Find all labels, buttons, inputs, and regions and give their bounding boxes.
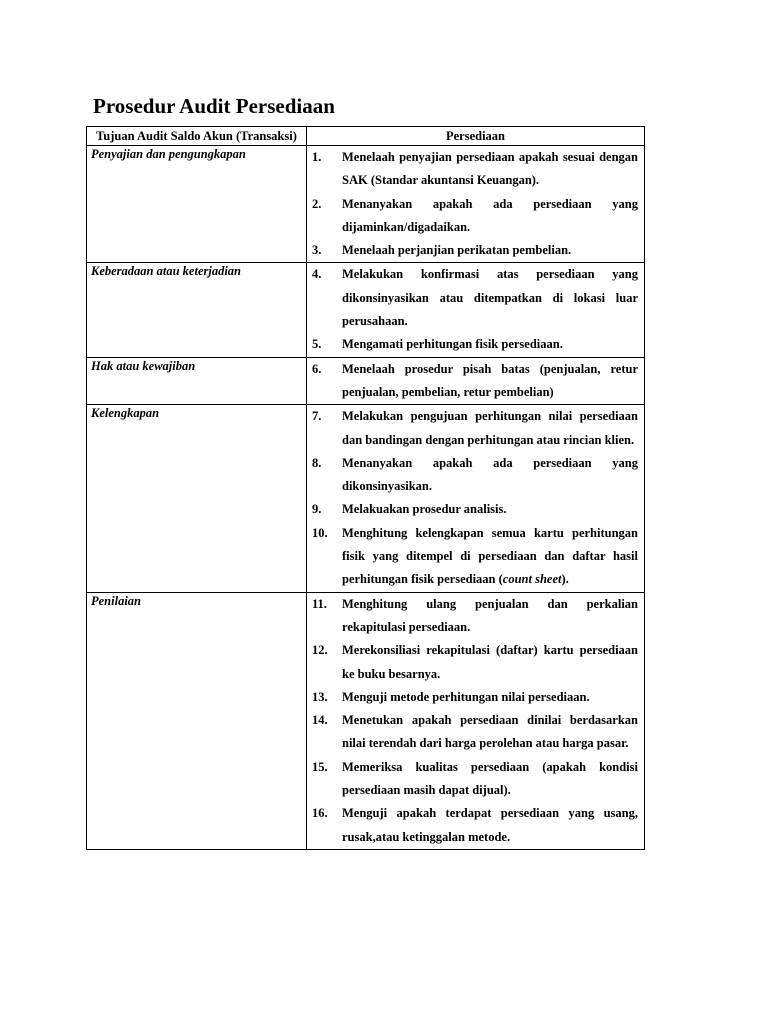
table-header-row bbox=[87, 127, 645, 146]
list-item bbox=[312, 405, 638, 452]
list-item bbox=[312, 802, 638, 849]
header-objective: Tujuan Audit Saldo Akun (Transaksi) bbox=[87, 127, 307, 146]
procedure-list bbox=[312, 593, 638, 849]
list-item bbox=[312, 193, 638, 240]
procedure-cell bbox=[307, 263, 645, 357]
list-item bbox=[312, 639, 638, 686]
objective-cell: Penyajian dan pengungkapan bbox=[87, 146, 307, 263]
item-number: 4. bbox=[312, 267, 322, 282]
list-item bbox=[312, 263, 638, 333]
procedure-cell bbox=[307, 146, 645, 263]
item-number: 5. bbox=[312, 337, 322, 352]
item-number: 8. bbox=[312, 455, 322, 470]
item-text: Menelaah prosedur pisah batas (penjualan, retur penjualan, pembelian, retur pembelian) bbox=[342, 361, 638, 399]
item-number: 16. bbox=[312, 806, 328, 821]
item-text: Melakukan pengujuan perhitungan nilai persediaan dan bandingan dengan perhitungan atau rincian klien. bbox=[342, 409, 638, 447]
item-number: 11. bbox=[312, 596, 327, 611]
objective-cell: Keberadaan atau keterjadian bbox=[87, 263, 307, 357]
item-text: Menghitung ulang penjualan dan perkalian rekapitulasi persediaan. bbox=[342, 596, 638, 634]
item-number: 12. bbox=[312, 643, 328, 658]
item-number: 14. bbox=[312, 713, 328, 728]
procedure-list bbox=[312, 405, 638, 591]
table-row bbox=[87, 592, 645, 849]
item-number: 1. bbox=[312, 150, 322, 164]
item-number: 13. bbox=[312, 689, 328, 704]
list-item bbox=[312, 452, 638, 499]
item-text: Menanyakan apakah ada persediaan yang dijaminkan/digadaikan. bbox=[342, 196, 638, 234]
item-text-tail: ). bbox=[561, 572, 569, 587]
list-item bbox=[312, 756, 638, 803]
table-row bbox=[87, 405, 645, 592]
table-row bbox=[87, 357, 645, 405]
item-text: Memeriksa kualitas persediaan (apakah kondisi persediaan masih dapat dijual). bbox=[342, 759, 638, 798]
procedure-list bbox=[312, 263, 638, 356]
document-title: Prosedur Audit Persediaan bbox=[93, 94, 335, 118]
item-text-main: Menghitung kelengkapan semua kartu perhitungan fisik yang ditempel di persediaan dan daftar hasil perhitungan fisik persediaan ( bbox=[342, 525, 638, 587]
item-text: Melakukan konfirmasi atas persediaan yang dikonsinyasikan atau ditempatkan di lokasi luar perusahaan. bbox=[342, 267, 638, 329]
item-text: Menelaah penyajian persediaan apakah sesuai dengan SAK (Standar akuntansi Keuangan). bbox=[342, 150, 638, 188]
item-number: 3. bbox=[312, 243, 322, 258]
procedure-list bbox=[312, 146, 638, 262]
item-text: Melakuakan prosedur analisis. bbox=[342, 502, 507, 517]
item-number: 7. bbox=[312, 409, 322, 424]
list-item bbox=[312, 686, 638, 709]
procedure-cell bbox=[307, 592, 645, 849]
item-text: Merekonsiliasi rekapitulasi (daftar) kartu persediaan ke buku besarnya. bbox=[342, 643, 638, 681]
item-number: 6. bbox=[312, 361, 322, 376]
list-item bbox=[312, 593, 638, 640]
objective-cell: Kelengkapan bbox=[87, 405, 307, 592]
procedure-cell bbox=[307, 357, 645, 405]
list-item bbox=[312, 358, 638, 405]
item-number: 10. bbox=[312, 525, 328, 540]
item-text-italic: count sheet bbox=[502, 572, 562, 587]
item-number: 2. bbox=[312, 196, 322, 211]
item-text: Mengamati perhitungan fisik persediaan. bbox=[342, 337, 563, 352]
list-item bbox=[312, 498, 638, 521]
audit-procedure-table bbox=[86, 126, 645, 850]
list-item bbox=[312, 709, 638, 756]
table-row bbox=[87, 146, 645, 263]
item-text: Menguji apakah terdapat persediaan yang usang, rusak,atau ketinggalan metode. bbox=[342, 806, 638, 844]
list-item bbox=[312, 239, 638, 262]
item-text bbox=[342, 522, 638, 592]
item-number: 15. bbox=[312, 759, 328, 774]
list-item bbox=[312, 146, 638, 193]
item-number: 9. bbox=[312, 502, 322, 517]
item-text: Menguji metode perhitungan nilai persediaan. bbox=[342, 689, 590, 704]
header-inventory: Persediaan bbox=[307, 127, 645, 146]
item-text: Menanyakan apakah ada persediaan yang dikonsinyasikan. bbox=[342, 455, 638, 494]
item-text: Menelaah perjanjian perikatan pembelian. bbox=[342, 243, 572, 258]
procedure-list bbox=[312, 358, 638, 405]
objective-cell: Penilaian bbox=[87, 592, 307, 849]
procedure-cell bbox=[307, 405, 645, 592]
item-text: Menetukan apakah persediaan dinilai berdasarkan nilai terendah dari harga perolehan atau harga pasar. bbox=[342, 713, 638, 751]
list-item bbox=[312, 522, 638, 592]
objective-cell: Hak atau kewajiban bbox=[87, 357, 307, 405]
table-row bbox=[87, 263, 645, 357]
list-item bbox=[312, 333, 638, 356]
